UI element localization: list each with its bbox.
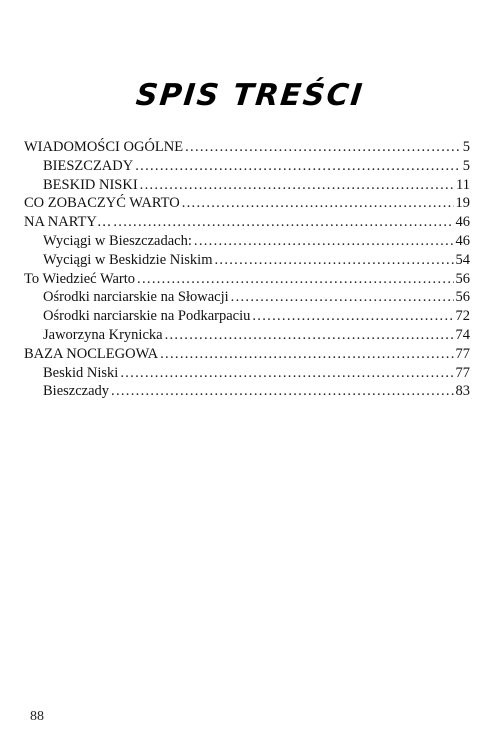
toc-entry-label: Ośrodki narciarskie na Podkarpaciu: [43, 308, 251, 325]
toc-entry-label: Ośrodki narciarskie na Słowacji: [43, 289, 229, 306]
toc-leader-dots: [194, 232, 454, 251]
toc-entry-label: Wyciągi w Bieszczadach:: [43, 232, 192, 249]
toc-leader-dots: [140, 176, 454, 195]
toc-entry-label: To Wiedzieć Warto: [24, 270, 136, 287]
toc-entry-page: 77: [455, 364, 470, 381]
toc-entry-label: CO ZOBACZYĆ WARTO: [24, 195, 180, 212]
toc-entry-page: 5: [462, 157, 470, 174]
toc-entry: [24, 157, 470, 176]
page-number: 88: [30, 709, 44, 724]
toc-entry-label: NA NARTY…: [24, 214, 112, 231]
toc-entry-label: Jaworzyna Krynicka: [43, 326, 163, 343]
toc-entry-page: 74: [455, 326, 470, 343]
toc-entry-label: Wyciągi w Beskidzie Niskim: [43, 251, 213, 268]
toc-leader-dots: [137, 270, 453, 289]
toc-entry-page: 54: [455, 251, 470, 268]
table-of-contents: [24, 138, 470, 401]
toc-leader-dots: [185, 138, 461, 157]
toc-entry-page: 77: [455, 345, 470, 362]
toc-leader-dots: [214, 251, 453, 270]
toc-entry-page: 46: [455, 214, 470, 231]
toc-entry: [24, 251, 470, 270]
toc-entry-label: BIESZCZADY: [43, 157, 134, 174]
toc-leader-dots: [252, 307, 453, 326]
toc-entry-page: 46: [455, 232, 470, 249]
toc-entry: [24, 213, 470, 232]
toc-leader-dots: [113, 213, 453, 232]
toc-entry: [24, 364, 470, 383]
toc-entry: [24, 138, 470, 157]
toc-entry: [24, 270, 470, 289]
toc-title: SPIS TREŚCI: [134, 78, 366, 113]
toc-entry: [24, 307, 470, 326]
toc-entry-page: 56: [455, 289, 470, 306]
toc-entry-label: Beskid Niski: [43, 364, 119, 381]
toc-leader-dots: [165, 326, 454, 345]
toc-entry-label: WIADOMOŚCI OGÓLNE: [24, 139, 184, 155]
toc-leader-dots: [135, 157, 461, 176]
toc-entry-page: 5: [462, 139, 470, 155]
toc-entry-page: 83: [455, 383, 470, 400]
toc-entry: [24, 326, 470, 345]
toc-entry-page: 19: [455, 195, 470, 212]
bleed-through-text-bottom: [62, 395, 362, 458]
toc-entry: [24, 194, 470, 213]
toc-entry-label: Bieszczady: [43, 383, 110, 400]
toc-entry: [24, 232, 470, 251]
toc-leader-dots: [120, 364, 453, 383]
toc-leader-dots: [182, 194, 454, 213]
toc-entry: [24, 345, 470, 364]
toc-entry-label: BAZA NOCLEGOWA: [24, 345, 159, 362]
toc-entry: [24, 176, 470, 195]
toc-entry-page: 11: [456, 176, 470, 193]
toc-entry-page: 72: [455, 308, 470, 325]
toc-leader-dots: [231, 288, 454, 307]
toc-leader-dots: [160, 345, 453, 364]
toc-entry-page: 56: [455, 270, 470, 287]
toc-entry: [24, 288, 470, 307]
toc-entry-label: BESKID NISKI: [43, 176, 138, 193]
